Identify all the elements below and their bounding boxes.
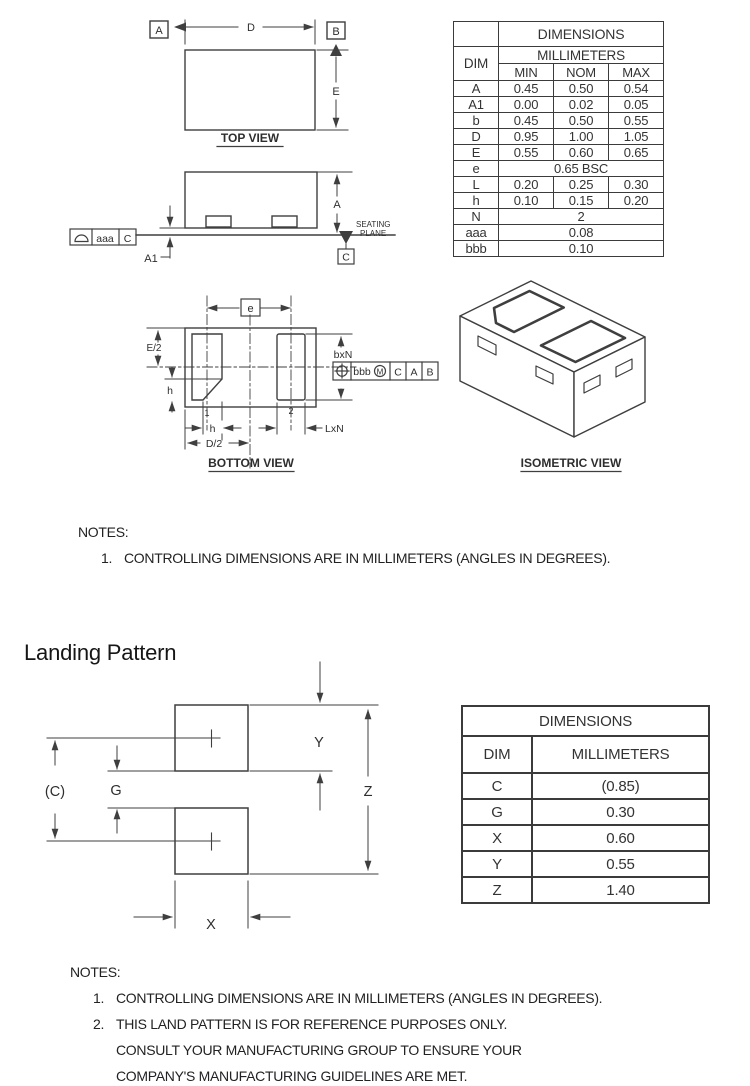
dim-cell: N	[454, 209, 499, 225]
seating-plane-word2: PLANE	[360, 229, 387, 238]
value-cell: 0.10	[499, 193, 554, 209]
dim-d2-label: D/2	[205, 438, 223, 450]
dim-d-label: D	[247, 22, 255, 34]
dim-cell: Y	[462, 851, 532, 877]
value-cell: 0.08	[499, 225, 664, 241]
isometric-view-label: ISOMETRIC VIEW	[520, 456, 622, 470]
dim-header: DIM	[462, 736, 532, 773]
value-cell: 0.20	[499, 177, 554, 193]
position-datum3-label: B	[426, 366, 434, 379]
value-cell: 0.02	[554, 97, 609, 113]
pitch-label: e	[247, 303, 254, 315]
isometric-view-drawing	[460, 281, 645, 472]
value-cell: 0.55	[609, 113, 664, 129]
note-number: 1.	[101, 550, 113, 566]
table-row	[462, 706, 709, 736]
landing-dimensions-table	[461, 705, 710, 904]
note-text: THIS LAND PATTERN IS FOR REFERENCE PURPOSES ONLY.	[116, 1016, 508, 1032]
side-view-drawing	[70, 172, 395, 265]
value-cell: 0.60	[554, 145, 609, 161]
pin1-label: 1	[204, 408, 210, 418]
table-row	[462, 736, 709, 773]
dim-cell: e	[454, 161, 499, 177]
dim-h-bottom-label: h	[209, 423, 216, 435]
table-row	[454, 22, 664, 47]
datum-a-label: A	[155, 25, 163, 37]
note-text: CONTROLLING DIMENSIONS ARE IN MILLIMETERS (ANGLES IN DEGREES).	[124, 550, 611, 566]
value-cell: 0.00	[499, 97, 554, 113]
value-cell: 1.00	[554, 129, 609, 145]
dim-cell: h	[454, 193, 499, 209]
note-item	[78, 545, 738, 571]
value-cell: 1.05	[609, 129, 664, 145]
value-cell: 0.05	[609, 97, 664, 113]
dim-cell: b	[454, 113, 499, 129]
note-item	[70, 1011, 740, 1037]
value-cell: 0.65 BSC	[499, 161, 664, 177]
dim-cell: E	[454, 145, 499, 161]
dim-g-label: G	[110, 783, 122, 799]
table-row	[454, 81, 664, 97]
dim-cell: D	[454, 129, 499, 145]
value-cell: 0.54	[609, 81, 664, 97]
value-cell: 0.20	[609, 193, 664, 209]
col-header-min: MIN	[499, 64, 554, 81]
bottom-view-drawing	[146, 296, 438, 472]
mmc-modifier-label: M	[376, 367, 384, 377]
dim-e2-label: E/2	[146, 343, 162, 354]
table-row	[454, 145, 664, 161]
dim-l-label: LxN	[325, 423, 344, 435]
landing-pattern-drawing	[45, 662, 378, 933]
units-header: MILLIMETERS	[532, 736, 709, 773]
dim-cell: X	[462, 825, 532, 851]
dim-x-label: X	[206, 917, 216, 933]
value-cell: 0.60	[532, 825, 709, 851]
value-cell: 0.30	[609, 177, 664, 193]
value-cell: 0.10	[499, 241, 664, 257]
flatness-tolerance-label: aaa	[96, 233, 114, 245]
position-datum2-label: A	[410, 366, 418, 379]
dim-a1-label: A1	[144, 253, 158, 265]
value-cell: 0.50	[554, 81, 609, 97]
pad-center-crosses	[203, 730, 220, 850]
value-cell: 0.30	[532, 799, 709, 825]
landing-notes	[70, 959, 740, 1086]
position-datum1-label: C	[394, 366, 402, 379]
dim-z-label: Z	[363, 784, 373, 800]
dim-cell: G	[462, 799, 532, 825]
position-tolerance-label: bbb	[353, 366, 371, 378]
units-header: MILLIMETERS	[499, 47, 664, 64]
value-cell: 0.25	[554, 177, 609, 193]
table-row	[454, 161, 664, 177]
note-text: CONTROLLING DIMENSIONS ARE IN MILLIMETERS (ANGLES IN DEGREES).	[116, 990, 603, 1006]
top-view-drawing	[150, 20, 348, 147]
note-continuation: CONSULT YOUR MANUFACTURING GROUP TO ENSURE YOUR	[116, 1042, 522, 1058]
col-header-nom: NOM	[554, 64, 609, 81]
dim-cell: A1	[454, 97, 499, 113]
dim-c-label: (C)	[44, 784, 66, 800]
package-notes	[78, 519, 738, 571]
notes-heading: NOTES:	[78, 524, 129, 540]
table-row	[454, 209, 664, 225]
table-row	[454, 225, 664, 241]
dim-h-side-label: h	[167, 385, 173, 397]
centerlines	[147, 296, 356, 468]
pin2-label: 2	[288, 406, 294, 416]
value-cell: (0.85)	[532, 773, 709, 799]
note-item	[70, 985, 740, 1011]
value-cell: 0.45	[499, 81, 554, 97]
table-row	[462, 877, 709, 903]
position-icon	[335, 364, 349, 378]
table-title: DIMENSIONS	[499, 22, 664, 47]
note-continuation: COMPANY'S MANUFACTURING GUIDELINES ARE MET.	[116, 1068, 468, 1084]
flatness-datum-label: C	[123, 233, 132, 245]
table-title: DIMENSIONS	[462, 706, 709, 736]
value-cell: 2	[499, 209, 664, 225]
value-cell: 1.40	[532, 877, 709, 903]
dim-cell: A	[454, 81, 499, 97]
dim-cell: aaa	[454, 225, 499, 241]
dim-cell: C	[462, 773, 532, 799]
datum-a-arrow	[174, 23, 186, 32]
top-view-label: TOP VIEW	[220, 131, 280, 145]
table-row	[454, 193, 664, 209]
table-row	[454, 47, 664, 64]
dim-cell: L	[454, 177, 499, 193]
value-cell: 0.50	[554, 113, 609, 129]
note-number: 2.	[93, 1016, 105, 1032]
table-row	[454, 129, 664, 145]
table-row	[462, 851, 709, 877]
table-row	[454, 241, 664, 257]
package-body-bottom	[185, 328, 316, 407]
table-row	[462, 773, 709, 799]
note-number: 1.	[93, 990, 105, 1006]
landing-pattern-heading: Landing Pattern	[24, 640, 177, 665]
datum-b-label: B	[332, 26, 340, 38]
terminal-side-1	[206, 216, 231, 227]
value-cell: 0.65	[609, 145, 664, 161]
dim-a-label: A	[333, 199, 341, 211]
table-row	[462, 825, 709, 851]
dim-cell: bbb	[454, 241, 499, 257]
table-row	[462, 799, 709, 825]
package-body-top	[185, 50, 315, 130]
dim-cell: Z	[462, 877, 532, 903]
table-row	[454, 113, 664, 129]
value-cell: 0.45	[499, 113, 554, 129]
value-cell: 0.15	[554, 193, 609, 209]
notes-heading: NOTES:	[70, 964, 121, 980]
dim-b-label: bxN	[333, 349, 353, 361]
datum-c-label: C	[342, 251, 350, 264]
terminal-side-2	[272, 216, 297, 227]
bottom-view-label: BOTTOM VIEW	[208, 456, 294, 470]
seating-plane-word1: SEATING	[356, 220, 391, 229]
value-cell: 0.95	[499, 129, 554, 145]
profile-surface-icon	[75, 235, 88, 242]
package-dimensions-table	[453, 21, 664, 257]
table-row	[454, 177, 664, 193]
dim-header: DIM	[454, 47, 499, 81]
value-cell: 0.55	[532, 851, 709, 877]
value-cell: 0.55	[499, 145, 554, 161]
seating-datum-arrow	[339, 231, 353, 244]
position-control-frame	[333, 362, 438, 380]
empty-corner-cell	[454, 22, 499, 47]
col-header-max: MAX	[609, 64, 664, 81]
table-row	[454, 97, 664, 113]
dim-e-label: E	[332, 86, 340, 98]
dim-y-label: Y	[314, 735, 324, 751]
